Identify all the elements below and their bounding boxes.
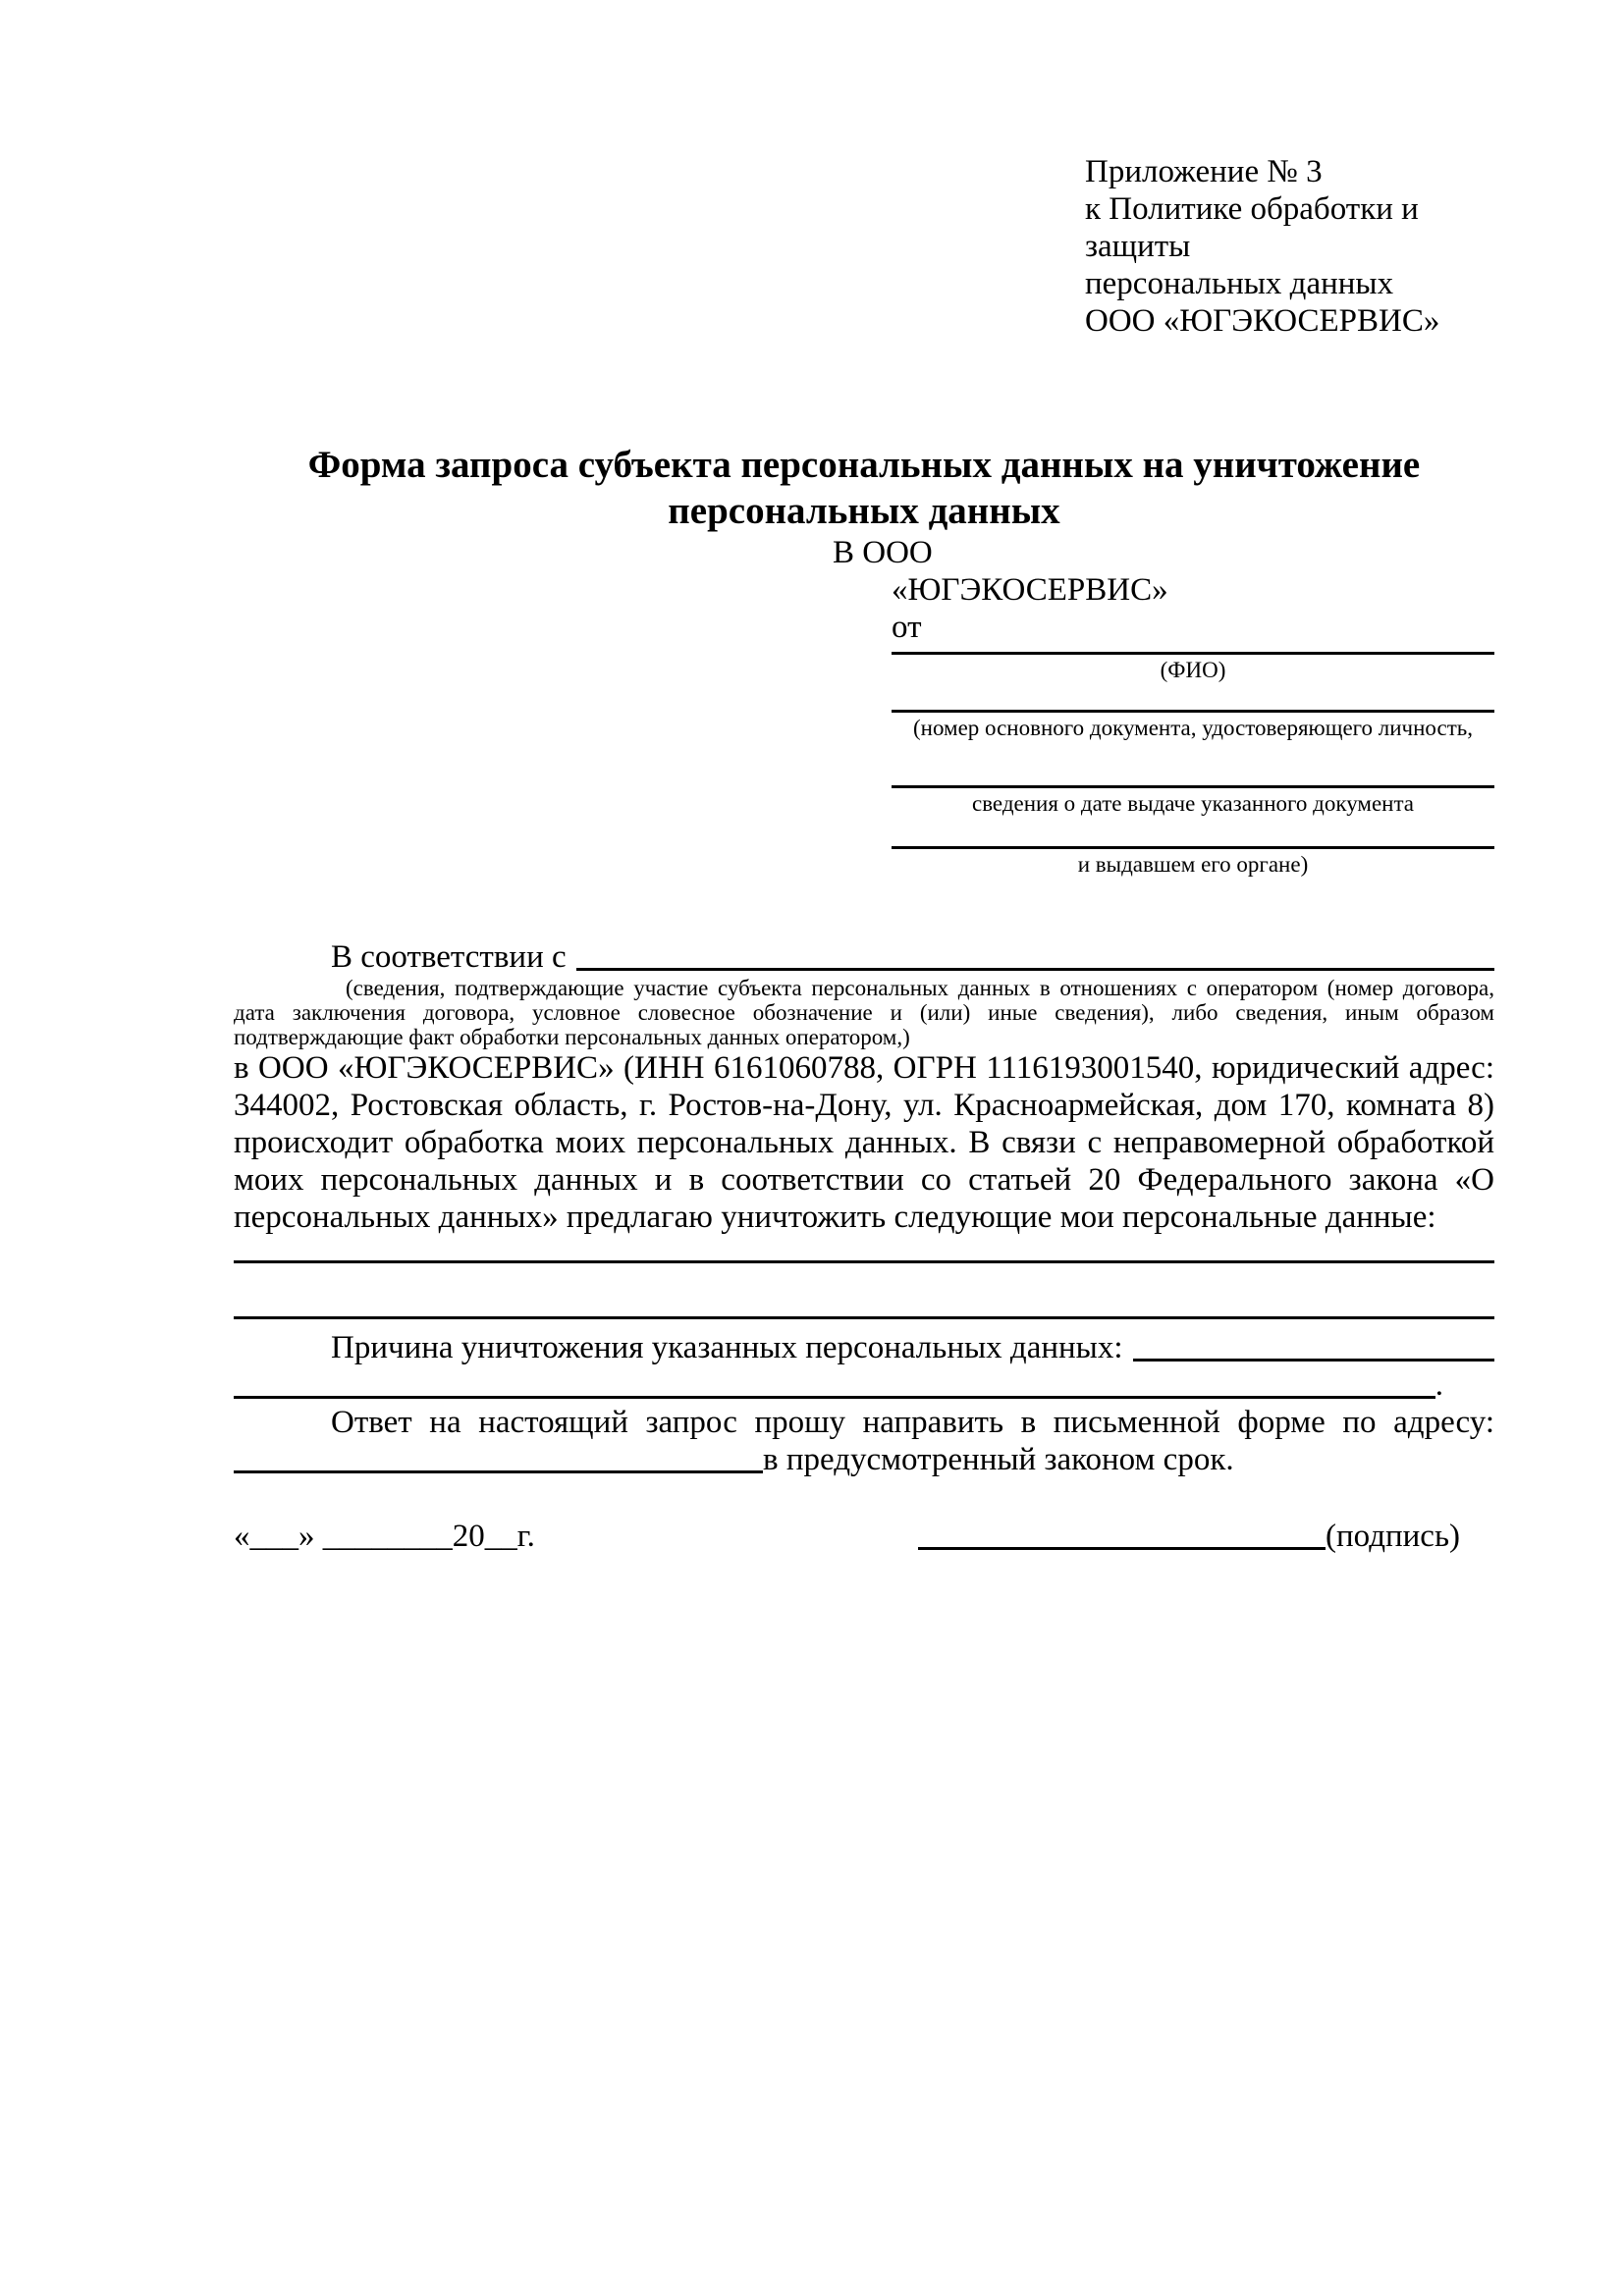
accordance-note: (сведения, подтверждающие участие субъекта персональных данных в отношениях с оператором (номер договора, дата заключения договора, условное словесное обозначение и (или) иные сведения), либо сведения, иным образом подтверждающие факт обработки персональных данных оператором,) [234, 976, 1494, 1049]
fio-blank-line [892, 646, 1494, 655]
accordance-row [234, 938, 1494, 976]
document-number-caption: (номер основного документа, удостоверяющего личность, [912, 716, 1473, 740]
document-content [0, 153, 1624, 1555]
fio-caption: (ФИО) [1160, 658, 1226, 682]
appendix-header-line: ООО «ЮГЭКОСЕРВИС» [1085, 303, 1440, 339]
footer-spacer [535, 1518, 918, 1555]
personal-data-blank-line-1 [234, 1236, 1494, 1263]
addressee-from-label: от [892, 610, 922, 645]
date-blank: «___» ________20__г. [234, 1519, 535, 1554]
footer-row [234, 1518, 1494, 1555]
page-title-line2: персональных данных [668, 490, 1060, 532]
reason-continuation-row [234, 1366, 1494, 1404]
reason-row [234, 1329, 1494, 1366]
addressee-block [833, 534, 1494, 877]
answer-suffix: в предусмотренный законом срок. [763, 1442, 1234, 1477]
answer-address-row [234, 1441, 1494, 1478]
appendix-header-line: к Политике обработки и защиты [1085, 191, 1419, 264]
addressee-to: В ООО [833, 535, 933, 570]
reason-blank-line-2 [234, 1366, 1435, 1399]
document-issue-date-caption: сведения о дате выдаче указанного документа [971, 791, 1415, 816]
reason-blank-line [1133, 1329, 1494, 1362]
appendix-header [1085, 153, 1494, 340]
document-issuer-blank-line [892, 816, 1494, 849]
appendix-header-line: Приложение № 3 [1085, 154, 1323, 189]
personal-data-blank-line-2 [234, 1263, 1494, 1319]
document-issuer-caption: и выдавшем его органе) [1077, 852, 1309, 877]
signature-caption: (подпись) [1326, 1519, 1460, 1554]
address-blank-line [234, 1441, 763, 1473]
signature-blank-line [918, 1518, 1326, 1550]
document-number-blank-line [892, 682, 1494, 713]
reason-label: Причина уничтожения указанных персональных данных: [331, 1330, 1123, 1365]
page-title [234, 442, 1494, 534]
accordance-label: В соответствии с [331, 939, 567, 975]
answer-paragraph: Ответ на настоящий запрос прошу направить в письменной форме по адресу: [331, 1405, 1494, 1440]
addressee-org: «ЮГЭКОСЕРВИС» [892, 572, 1168, 608]
document-issue-date-blank-line [892, 740, 1494, 788]
appendix-header-line: персональных данных [1085, 266, 1394, 301]
accordance-blank-line [576, 938, 1494, 971]
page-title-line1: Форма запроса субъекта персональных данных на уничтожение [307, 444, 1421, 486]
line-terminator: . [1435, 1367, 1443, 1403]
main-paragraph: в ООО «ЮГЭКОСЕРВИС» (ИНН 6161060788, ОГРН 1116193001540, юридический адрес: 344002, Ростовская область, г. Ростов-на-Дону, ул. Красноармейская, дом 170, комната 8) происходит обработка моих персональных данных. В связи с неправомерной обработкой моих персональных данных и в соответствии со статьей 20 Федерального закона «О персональных данных» предлагаю уничтожить следующие мои персональные данные: [234, 1050, 1494, 1235]
